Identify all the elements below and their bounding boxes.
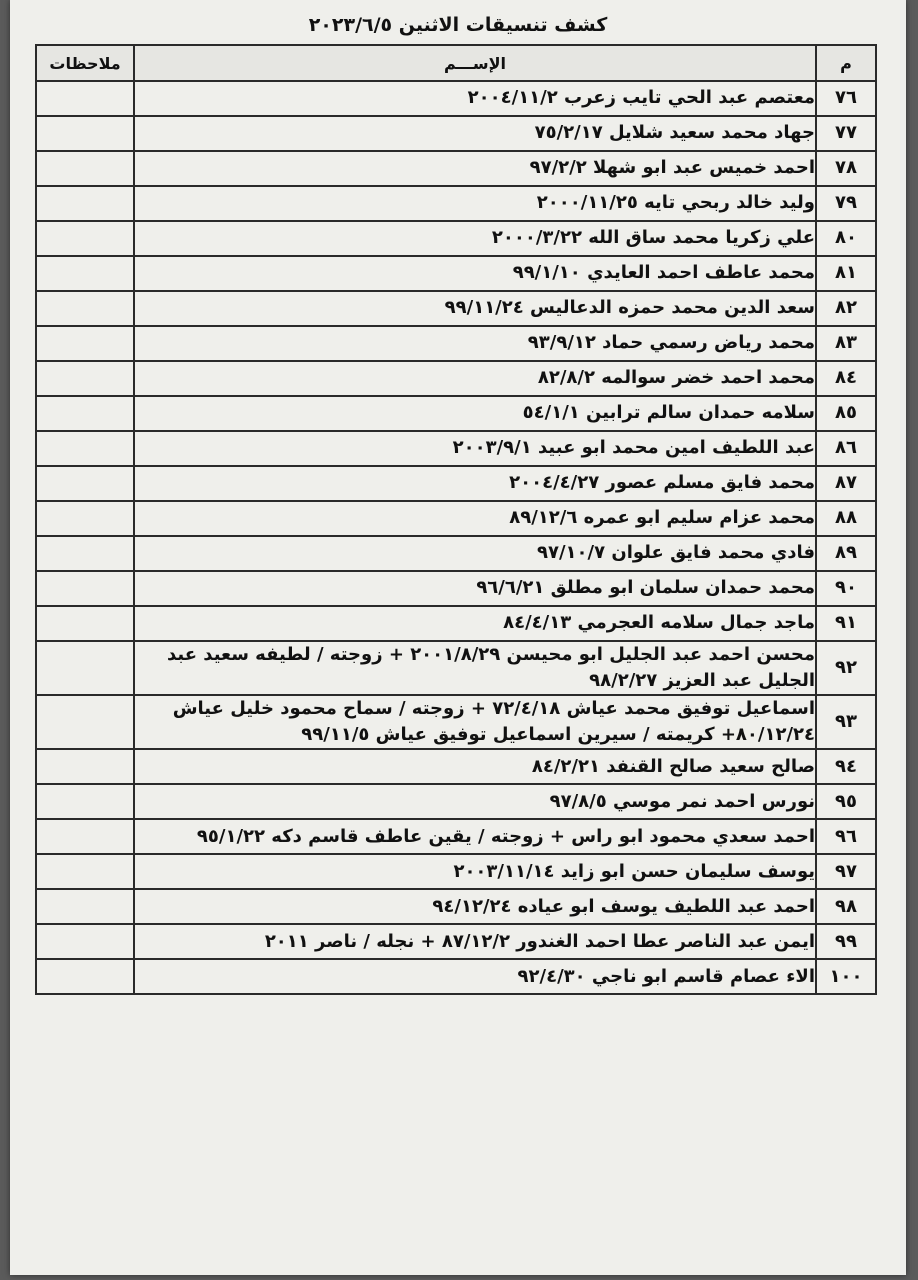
row-number: ٩٩ — [816, 924, 876, 959]
row-number: ٨٥ — [816, 396, 876, 431]
row-name: محمد احمد خضر سوالمه ٨٢/٨/٢ — [134, 361, 816, 396]
row-notes — [36, 889, 134, 924]
table-row — [36, 396, 876, 431]
table-row — [36, 695, 876, 749]
row-number: ٨٤ — [816, 361, 876, 396]
row-notes — [36, 151, 134, 186]
row-number: ٨٩ — [816, 536, 876, 571]
row-notes — [36, 695, 134, 749]
row-notes — [36, 749, 134, 784]
row-number: ٨٢ — [816, 291, 876, 326]
row-name: محمد عاطف احمد العايدي ٩٩/١/١٠ — [134, 256, 816, 291]
row-notes — [36, 536, 134, 571]
table-row — [36, 606, 876, 641]
row-number: ٩٤ — [816, 749, 876, 784]
row-number: ٩٧ — [816, 854, 876, 889]
document-title: كشف تنسيقات الاثنين ٢٠٢٣/٦/٥ — [308, 14, 608, 36]
table-row — [36, 784, 876, 819]
header-name: الإســـم — [134, 45, 816, 81]
row-notes — [36, 396, 134, 431]
row-name: احمد خميس عبد ابو شهلا ٩٧/٢/٢ — [134, 151, 816, 186]
row-number: ٧٦ — [816, 81, 876, 116]
row-notes — [36, 501, 134, 536]
table-row — [36, 501, 876, 536]
row-notes — [36, 116, 134, 151]
table-row — [36, 924, 876, 959]
table-row — [36, 536, 876, 571]
row-name: اسماعيل توفيق محمد عياش ٧٢/٤/١٨ + زوجته / سماح محمود خليل عياش ٨٠/١٢/٢٤+ كريمته / سيرين اسماعيل توفيق عياش ٩٩/١١/٥ — [134, 695, 816, 749]
row-number: ٧٨ — [816, 151, 876, 186]
row-notes — [36, 959, 134, 994]
row-number: ٩٨ — [816, 889, 876, 924]
row-number: ٧٩ — [816, 186, 876, 221]
row-notes — [36, 291, 134, 326]
row-number: ٨٣ — [816, 326, 876, 361]
row-notes — [36, 81, 134, 116]
row-number: ١٠٠ — [816, 959, 876, 994]
row-notes — [36, 361, 134, 396]
table-header-row — [36, 45, 876, 81]
header-notes: ملاحظات — [36, 45, 134, 81]
row-name: جهاد محمد سعيد شلايل ٧٥/٢/١٧ — [134, 116, 816, 151]
row-notes — [36, 466, 134, 501]
row-name: محسن احمد عبد الجليل ابو محيسن ٢٠٠١/٨/٢٩ + زوجته / لطيفه سعيد عبد الجليل عبد العزيز ٩٨/٢/٢٧ — [134, 641, 816, 695]
table-row — [36, 291, 876, 326]
row-notes — [36, 641, 134, 695]
table-row — [36, 749, 876, 784]
row-name: محمد حمدان سلمان ابو مطلق ٩٦/٦/٢١ — [134, 571, 816, 606]
row-notes — [36, 854, 134, 889]
row-notes — [36, 924, 134, 959]
row-notes — [36, 326, 134, 361]
row-name: يوسف سليمان حسن ابو زايد ٢٠٠٣/١١/١٤ — [134, 854, 816, 889]
row-notes — [36, 784, 134, 819]
table-body — [36, 81, 876, 994]
row-name: سعد الدين محمد حمزه الدعاليس ٩٩/١١/٢٤ — [134, 291, 816, 326]
table-row — [36, 116, 876, 151]
row-number: ٩١ — [816, 606, 876, 641]
table-row — [36, 641, 876, 695]
row-name: وليد خالد ربحي تايه ٢٠٠٠/١١/٢٥ — [134, 186, 816, 221]
row-name: محمد رياض رسمي حماد ٩٣/٩/١٢ — [134, 326, 816, 361]
table-row — [36, 186, 876, 221]
row-name: علي زكريا محمد ساق الله ٢٠٠٠/٣/٢٢ — [134, 221, 816, 256]
row-notes — [36, 256, 134, 291]
row-name: محمد فايق مسلم عصور ٢٠٠٤/٤/٢٧ — [134, 466, 816, 501]
row-number: ٨٧ — [816, 466, 876, 501]
table-row — [36, 256, 876, 291]
row-number: ٧٧ — [816, 116, 876, 151]
table-row — [36, 959, 876, 994]
header-number: م — [816, 45, 876, 81]
row-name: سلامه حمدان سالم ترابين ٥٤/١/١ — [134, 396, 816, 431]
row-number: ٨٠ — [816, 221, 876, 256]
row-number: ٨٨ — [816, 501, 876, 536]
table-row — [36, 889, 876, 924]
row-number: ٩٠ — [816, 571, 876, 606]
row-name: الاء عصام قاسم ابو ناجي ٩٢/٤/٣٠ — [134, 959, 816, 994]
row-name: احمد عبد اللطيف يوسف ابو عياده ٩٤/١٢/٢٤ — [134, 889, 816, 924]
row-notes — [36, 606, 134, 641]
table-row — [36, 431, 876, 466]
row-number: ٨٦ — [816, 431, 876, 466]
row-number: ٩٢ — [816, 641, 876, 695]
table-row — [36, 221, 876, 256]
table-row — [36, 151, 876, 186]
row-name: ماجد جمال سلامه العجرمي ٨٤/٤/١٣ — [134, 606, 816, 641]
row-name: محمد عزام سليم ابو عمره ٨٩/١٢/٦ — [134, 501, 816, 536]
document-page — [10, 0, 906, 1275]
row-name: ايمن عبد الناصر عطا احمد الغندور ٨٧/١٢/٢ + نجله / ناصر ٢٠١١ — [134, 924, 816, 959]
table-row — [36, 81, 876, 116]
table-row — [36, 819, 876, 854]
table-row — [36, 571, 876, 606]
row-name: فادي محمد فايق علوان ٩٧/١٠/٧ — [134, 536, 816, 571]
row-notes — [36, 571, 134, 606]
table-row — [36, 326, 876, 361]
row-number: ٩٥ — [816, 784, 876, 819]
row-notes — [36, 221, 134, 256]
table-row — [36, 361, 876, 396]
names-table — [35, 44, 877, 995]
row-name: صالح سعيد صالح القنفد ٨٤/٢/٢١ — [134, 749, 816, 784]
row-number: ٩٣ — [816, 695, 876, 749]
table-row — [36, 854, 876, 889]
row-notes — [36, 819, 134, 854]
row-notes — [36, 431, 134, 466]
row-notes — [36, 186, 134, 221]
row-name: عبد اللطيف امين محمد ابو عبيد ٢٠٠٣/٩/١ — [134, 431, 816, 466]
row-number: ٩٦ — [816, 819, 876, 854]
row-number: ٨١ — [816, 256, 876, 291]
row-name: نورس احمد نمر موسي ٩٧/٨/٥ — [134, 784, 816, 819]
table-row — [36, 466, 876, 501]
row-name: معتصم عبد الحي تايب زعرب ٢٠٠٤/١١/٢ — [134, 81, 816, 116]
row-name: احمد سعدي محمود ابو راس + زوجته / يقين عاطف قاسم دكه ٩٥/١/٢٢ — [134, 819, 816, 854]
